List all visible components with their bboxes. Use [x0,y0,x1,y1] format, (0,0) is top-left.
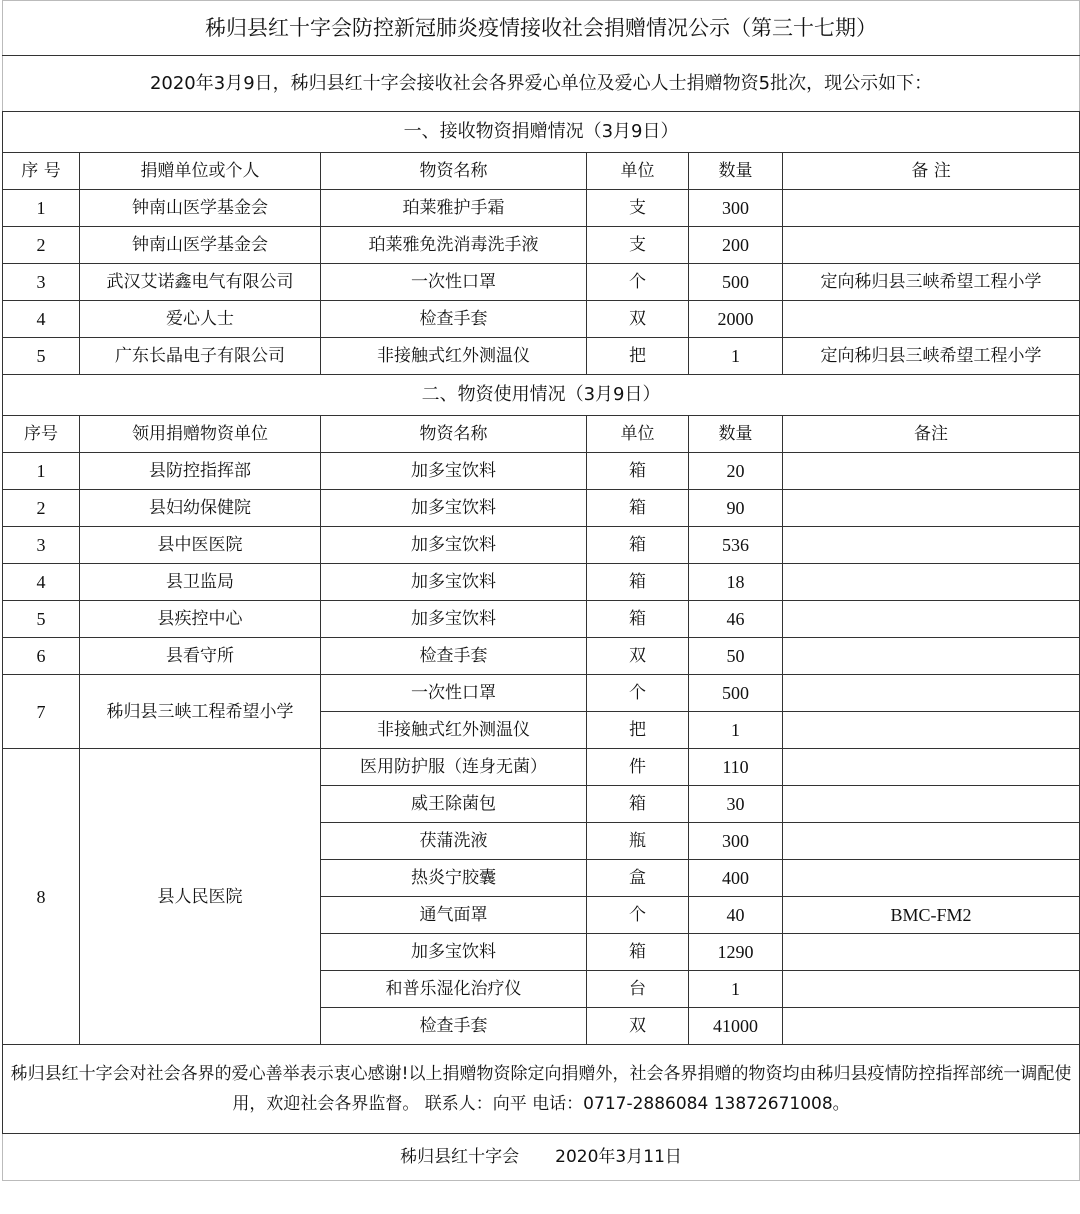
quantity-cell: 1 [689,712,783,749]
remark-cell [783,749,1080,786]
measure-unit-cell: 把 [587,338,689,375]
item-name-cell: 检查手套 [321,1008,587,1045]
footer-date: 2020年3月11日 [555,1147,682,1167]
donation-table [2,0,1080,1181]
header-cell: 物资名称 [321,153,587,190]
unit-cell: 县中医医院 [80,527,321,564]
item-name-cell: 检查手套 [321,638,587,675]
seq-cell: 7 [3,675,80,749]
header-cell: 备注 [783,416,1080,453]
header-cell: 领用捐赠物资单位 [80,416,321,453]
remark-cell [783,301,1080,338]
measure-unit-cell: 双 [587,301,689,338]
item-name-cell: 威王除菌包 [321,786,587,823]
footer-org: 秭归县红十字会 [400,1147,520,1167]
remark-cell [783,490,1080,527]
header-cell: 物资名称 [321,416,587,453]
remark-cell: 定向秭归县三峡希望工程小学 [783,264,1080,301]
section2-row [3,749,1080,786]
item-name-cell: 加多宝饮料 [321,490,587,527]
remark-cell [783,675,1080,712]
measure-unit-cell: 个 [587,897,689,934]
section1-row [3,301,1080,338]
section2-row [3,601,1080,638]
measure-unit-cell: 箱 [587,453,689,490]
seq-cell: 6 [3,638,80,675]
measure-unit-cell: 支 [587,227,689,264]
item-name-cell: 和普乐湿化治疗仪 [321,971,587,1008]
item-name-cell: 加多宝饮料 [321,527,587,564]
measure-unit-cell: 双 [587,638,689,675]
seq-cell: 2 [3,227,80,264]
section1-row [3,227,1080,264]
section2-row [3,638,1080,675]
item-name-cell: 医用防护服（连身无菌） [321,749,587,786]
header-cell: 序 号 [3,153,80,190]
page-title: 秭归县红十字会防控新冠肺炎疫情接收社会捐赠情况公示（第三十七期） [3,1,1080,56]
measure-unit-cell: 箱 [587,601,689,638]
footer-signature [3,1134,1080,1181]
quantity-cell: 50 [689,638,783,675]
section2-header-row [3,416,1080,453]
unit-cell: 县卫监局 [80,564,321,601]
quantity-cell: 1290 [689,934,783,971]
quantity-cell: 30 [689,786,783,823]
header-cell: 单位 [587,416,689,453]
quantity-cell: 46 [689,601,783,638]
measure-unit-cell: 瓶 [587,823,689,860]
seq-cell: 8 [3,749,80,1045]
unit-cell: 爱心人士 [80,301,321,338]
item-name-cell: 珀莱雅护手霜 [321,190,587,227]
measure-unit-cell: 箱 [587,786,689,823]
section2-title: 二、物资使用情况（3月9日） [3,375,1080,416]
header-cell: 单位 [587,153,689,190]
item-name-cell: 热炎宁胶囊 [321,860,587,897]
remark-cell [783,453,1080,490]
item-name-cell: 一次性口罩 [321,675,587,712]
quantity-cell: 20 [689,453,783,490]
section2-row [3,675,1080,712]
measure-unit-cell: 个 [587,264,689,301]
measure-unit-cell: 支 [587,190,689,227]
quantity-cell: 2000 [689,301,783,338]
unit-cell: 县疾控中心 [80,601,321,638]
section1-row [3,190,1080,227]
quantity-cell: 536 [689,527,783,564]
unit-cell: 县人民医院 [80,749,321,1045]
item-name-cell: 加多宝饮料 [321,601,587,638]
remark-cell [783,638,1080,675]
intro-text: 2020年3月9日，秭归县红十字会接收社会各界爱心单位及爱心人士捐赠物资5批次，现公示如下： [3,56,1080,112]
measure-unit-cell: 箱 [587,564,689,601]
measure-unit-cell: 盒 [587,860,689,897]
remark-cell [783,227,1080,264]
seq-cell: 4 [3,301,80,338]
item-name-cell: 茯蒲洗液 [321,823,587,860]
item-name-cell: 非接触式红外测温仪 [321,712,587,749]
remark-cell [783,527,1080,564]
unit-cell: 县妇幼保健院 [80,490,321,527]
item-name-cell: 加多宝饮料 [321,934,587,971]
seq-cell: 3 [3,264,80,301]
section2-row [3,527,1080,564]
remark-cell [783,190,1080,227]
quantity-cell: 1 [689,338,783,375]
quantity-cell: 41000 [689,1008,783,1045]
quantity-cell: 110 [689,749,783,786]
measure-unit-cell: 个 [587,675,689,712]
item-name-cell: 珀莱雅免洗消毒洗手液 [321,227,587,264]
seq-cell: 5 [3,338,80,375]
measure-unit-cell: 双 [587,1008,689,1045]
item-name-cell: 检查手套 [321,301,587,338]
seq-cell: 2 [3,490,80,527]
remark-cell [783,1008,1080,1045]
unit-cell: 武汉艾诺鑫电气有限公司 [80,264,321,301]
section1-title: 一、接收物资捐赠情况（3月9日） [3,112,1080,153]
thanks-note: 秭归县红十字会对社会各界的爱心善举表示衷心感谢!以上捐赠物资除定向捐赠外，社会各界捐赠的物资均由秭归县疫情防控指挥部统一调配使用，欢迎社会各界监督。 联系人：向平 电话：0717-2886084 13872671008。 [3,1045,1080,1134]
quantity-cell: 300 [689,190,783,227]
seq-cell: 1 [3,453,80,490]
measure-unit-cell: 箱 [587,490,689,527]
seq-cell: 4 [3,564,80,601]
section1-row [3,338,1080,375]
remark-cell [783,860,1080,897]
header-cell: 序号 [3,416,80,453]
header-cell: 捐赠单位或个人 [80,153,321,190]
quantity-cell: 400 [689,860,783,897]
section2-row [3,490,1080,527]
quantity-cell: 18 [689,564,783,601]
quantity-cell: 1 [689,971,783,1008]
item-name-cell: 加多宝饮料 [321,564,587,601]
seq-cell: 1 [3,190,80,227]
quantity-cell: 90 [689,490,783,527]
section2-row [3,453,1080,490]
item-name-cell: 一次性口罩 [321,264,587,301]
unit-cell: 县防控指挥部 [80,453,321,490]
unit-cell: 钟南山医学基金会 [80,227,321,264]
measure-unit-cell: 把 [587,712,689,749]
unit-cell: 钟南山医学基金会 [80,190,321,227]
remark-cell [783,564,1080,601]
unit-cell: 县看守所 [80,638,321,675]
seq-cell: 5 [3,601,80,638]
remark-cell [783,786,1080,823]
section1-row [3,264,1080,301]
measure-unit-cell: 件 [587,749,689,786]
remark-cell: BMC-FM2 [783,897,1080,934]
section2-row [3,564,1080,601]
item-name-cell: 加多宝饮料 [321,453,587,490]
quantity-cell: 500 [689,264,783,301]
quantity-cell: 200 [689,227,783,264]
item-name-cell: 非接触式红外测温仪 [321,338,587,375]
seq-cell: 3 [3,527,80,564]
remark-cell [783,712,1080,749]
quantity-cell: 300 [689,823,783,860]
item-name-cell: 通气面罩 [321,897,587,934]
remark-cell [783,971,1080,1008]
unit-cell: 广东长晶电子有限公司 [80,338,321,375]
quantity-cell: 500 [689,675,783,712]
header-cell: 数量 [689,153,783,190]
measure-unit-cell: 箱 [587,934,689,971]
remark-cell: 定向秭归县三峡希望工程小学 [783,338,1080,375]
remark-cell [783,934,1080,971]
section1-header-row [3,153,1080,190]
measure-unit-cell: 台 [587,971,689,1008]
measure-unit-cell: 箱 [587,527,689,564]
remark-cell [783,601,1080,638]
quantity-cell: 40 [689,897,783,934]
header-cell: 备 注 [783,153,1080,190]
unit-cell: 秭归县三峡工程希望小学 [80,675,321,749]
header-cell: 数量 [689,416,783,453]
remark-cell [783,823,1080,860]
